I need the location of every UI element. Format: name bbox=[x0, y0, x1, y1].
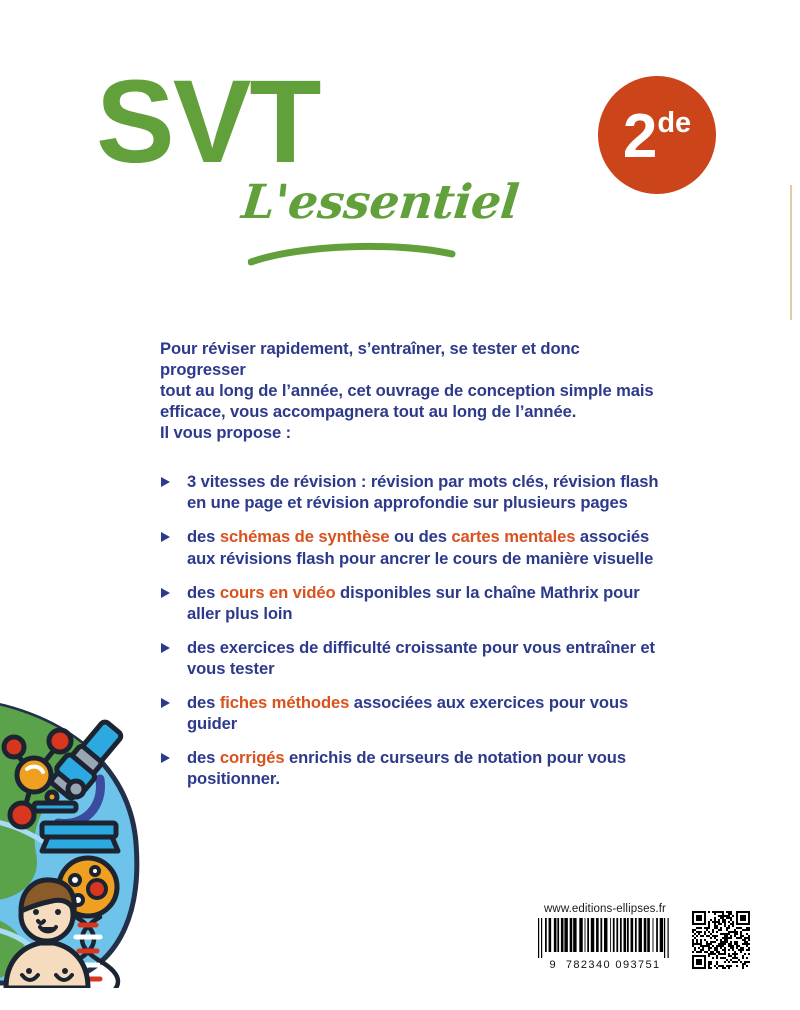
plain-text: des bbox=[187, 692, 220, 712]
subtitle-underline-swoosh bbox=[248, 241, 458, 272]
plain-text: enrichis de curseurs de notation pour vous positionner. bbox=[187, 747, 626, 788]
plain-text: associées aux exercices pour vous guider bbox=[187, 692, 629, 733]
plain-text: 3 vitesses de révision : révision par mots clés, révision flash en une page et révision approfondie sur plusieurs pages bbox=[187, 472, 659, 513]
list-item bbox=[160, 637, 668, 679]
highlighted-term: cartes mentales bbox=[451, 527, 576, 547]
ean13-barcode bbox=[530, 918, 680, 958]
back-cover-copy bbox=[160, 338, 668, 802]
list-item bbox=[160, 692, 668, 734]
triangle-right-icon bbox=[160, 637, 187, 654]
list-item-label bbox=[187, 637, 668, 679]
publisher-url: www.editions-ellipses.fr bbox=[544, 903, 666, 915]
triangle-right-icon bbox=[160, 526, 187, 543]
list-item-label bbox=[187, 526, 668, 568]
highlighted-term: cours en vidéo bbox=[219, 582, 336, 602]
footer bbox=[530, 903, 750, 971]
science-collage-illustration bbox=[0, 703, 146, 988]
level-badge bbox=[598, 76, 716, 194]
level-badge-inner bbox=[622, 102, 692, 171]
subtitle-wrap bbox=[96, 174, 522, 265]
intro-line-4: Il vous propose : bbox=[160, 423, 292, 443]
feature-bullet-list bbox=[160, 471, 668, 789]
triangle-right-icon bbox=[160, 747, 187, 764]
page-title: SVT bbox=[96, 56, 320, 188]
list-item bbox=[160, 526, 668, 568]
highlighted-term: fiches méthodes bbox=[219, 692, 350, 712]
triangle-right-icon bbox=[160, 582, 187, 599]
plain-text: associés aux révisions flash pour ancrer le cours de manière visuelle bbox=[187, 527, 654, 568]
intro-line-3: efficace, vous accompagnera tout au long de l’année. bbox=[160, 402, 577, 422]
list-item bbox=[160, 471, 668, 513]
list-item-label bbox=[187, 471, 668, 513]
plain-text: des exercices de difficulté croissante pour vous entraîner et vous tester bbox=[187, 637, 655, 678]
qr-code bbox=[692, 911, 750, 969]
spine-rule bbox=[790, 185, 792, 320]
triangle-right-icon bbox=[160, 692, 187, 709]
intro-line-1: Pour réviser rapidement, s’entraîner, se tester et donc progresser bbox=[160, 339, 580, 380]
plain-text: ou des bbox=[389, 527, 452, 547]
isbn-digits: 9 782340 093751 bbox=[549, 959, 661, 971]
subtitle: L'essentiel bbox=[239, 174, 522, 230]
barcode-column bbox=[530, 903, 680, 971]
list-item bbox=[160, 582, 668, 624]
intro-paragraph bbox=[160, 338, 668, 443]
highlighted-term: schémas de synthèse bbox=[219, 527, 390, 547]
highlighted-term: corrigés bbox=[219, 747, 285, 767]
list-item bbox=[160, 747, 668, 789]
plain-text: disponibles sur la chaîne Mathrix pour aller plus loin bbox=[187, 582, 640, 623]
plain-text: des bbox=[187, 527, 220, 547]
plain-text: des bbox=[187, 747, 220, 767]
level-suffix: de bbox=[657, 107, 692, 139]
list-item-label bbox=[187, 692, 668, 734]
triangle-right-icon bbox=[160, 471, 187, 488]
plain-text: des bbox=[187, 582, 220, 602]
level-number: 2 bbox=[622, 102, 657, 171]
list-item-label bbox=[187, 582, 668, 624]
list-item-label bbox=[187, 747, 668, 789]
title-block bbox=[96, 56, 522, 265]
intro-line-2: tout au long de l’année, cet ouvrage de conception simple mais bbox=[160, 381, 654, 401]
